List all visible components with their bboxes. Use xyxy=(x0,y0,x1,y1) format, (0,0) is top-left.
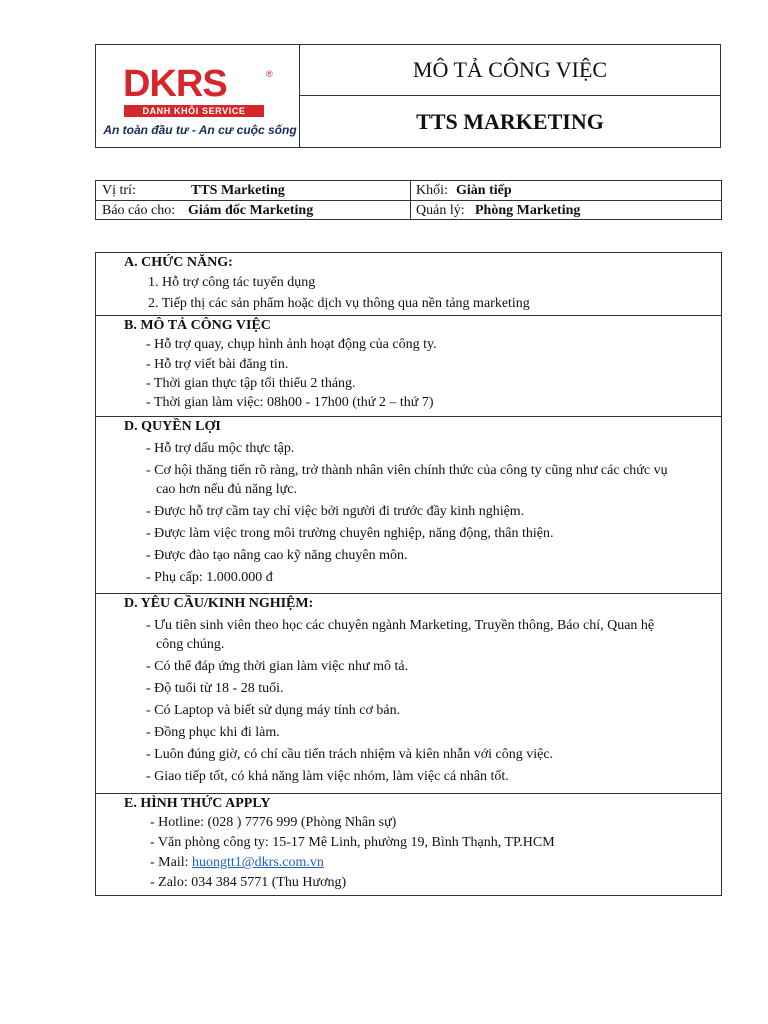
report-value: Giám đốc Marketing xyxy=(188,203,314,218)
info-divider xyxy=(410,181,411,219)
section-heading: D. YÊU CẦU/KINH NGHIỆM: xyxy=(124,596,314,611)
list-item: - Luôn đúng giờ, có chí cầu tiến trách nhiệm và kiên nhẫn với công việc. xyxy=(146,747,554,762)
list-item: 2. Tiếp thị các sản phẩm hoặc dịch vụ thông qua nền tảng marketing xyxy=(148,296,530,311)
list-item: - Có Laptop và biết sử dụng máy tính cơ bản. xyxy=(146,703,401,718)
document-title: MÔ TẢ CÔNG VIỆC xyxy=(300,45,720,96)
list-item-continuation: cao hơn nếu đủ năng lực. xyxy=(156,482,297,497)
office-address: - Văn phòng công ty: 15-17 Mê Linh, phường 19, Bình Thạnh, TP.HCM xyxy=(150,835,555,850)
document-header xyxy=(95,44,721,148)
section-apply xyxy=(95,794,722,896)
report-label: Báo cáo cho: xyxy=(102,203,176,218)
list-item: - Hỗ trợ quay, chụp hình ảnh hoạt động của công ty. xyxy=(146,337,437,352)
list-item: - Được đào tạo nâng cao kỹ năng chuyên môn. xyxy=(146,548,408,563)
list-item: 1. Hỗ trợ công tác tuyển dụng xyxy=(148,275,316,290)
mail-line xyxy=(150,853,324,873)
document-subtitle: TTS MARKETING xyxy=(416,108,604,134)
mail-link[interactable]: huongtt1@dkrs.com.vn xyxy=(192,855,324,870)
block-label: Khối: xyxy=(416,183,448,198)
list-item: - Hỗ trợ viết bài đăng tin. xyxy=(146,357,289,372)
list-item: - Độ tuổi từ 18 - 28 tuổi. xyxy=(146,681,284,696)
logo-subtitle: DANH KHÔI SERVICE xyxy=(124,105,264,117)
section-functions xyxy=(95,252,722,316)
zalo-text: - Zalo: 034 384 5771 (Thu Hương) xyxy=(150,875,347,890)
list-item: - Thời gian làm việc: 08h00 - 17h00 (thứ 2 – thứ 7) xyxy=(146,395,434,410)
hotline-text: - Hotline: (028 ) 7776 999 (Phòng Nhân sự) xyxy=(150,815,397,830)
manager-label: Quản lý: xyxy=(416,203,465,218)
logo-registered-mark: ® xyxy=(266,69,273,79)
list-item-continuation: công chúng. xyxy=(156,637,225,652)
info-row-position xyxy=(96,181,721,200)
list-item: - Được làm việc trong môi trường chuyên nghiệp, năng động, thân thiện. xyxy=(146,526,554,541)
list-item: - Hỗ trợ dấu mộc thực tập. xyxy=(146,441,295,456)
list-item: - Phụ cấp: 1.000.000 đ xyxy=(146,570,273,585)
block-value: Giàn tiếp xyxy=(456,183,512,198)
list-item: - Có thể đáp ứng thời gian làm việc như mô tả. xyxy=(146,659,409,674)
section-heading: B. MÔ TẢ CÔNG VIỆC xyxy=(124,318,271,333)
section-requirements xyxy=(95,594,722,794)
list-item: - Được hỗ trợ cầm tay chỉ việc bởi người đi trước đầy kinh nghiệm. xyxy=(146,504,525,519)
section-job-description xyxy=(95,316,722,417)
section-heading: E. HÌNH THỨC APPLY xyxy=(124,796,271,811)
section-benefits xyxy=(95,417,722,594)
info-table xyxy=(95,180,722,220)
logo-cell xyxy=(96,45,300,147)
manager-value: Phòng Marketing xyxy=(475,203,581,218)
mail-label: - Mail: xyxy=(150,855,192,870)
list-item: - Đồng phục khi đi làm. xyxy=(146,725,280,740)
logo-slogan: An toàn đầu tư - An cư cuộc sống xyxy=(103,123,297,137)
list-item: - Ưu tiên sinh viên theo học các chuyên ngành Marketing, Truyền thông, Báo chí, Quan hệ xyxy=(146,618,655,633)
list-item: - Giao tiếp tốt, có khả năng làm việc nhóm, làm việc cá nhân tốt. xyxy=(146,769,509,784)
logo-text: DKRS xyxy=(123,63,227,105)
position-label: Vị trí: xyxy=(102,183,136,198)
list-item: - Thời gian thực tập tối thiểu 2 tháng. xyxy=(146,376,356,391)
info-row-report xyxy=(96,200,721,220)
section-heading: D. QUYỀN LỢI xyxy=(124,419,221,434)
list-item: - Cơ hội thăng tiến rõ ràng, trở thành nhân viên chính thức của công ty cũng như các chức vụ xyxy=(146,463,668,478)
position-value: TTS Marketing xyxy=(191,183,285,198)
section-heading: A. CHỨC NĂNG: xyxy=(124,255,233,270)
